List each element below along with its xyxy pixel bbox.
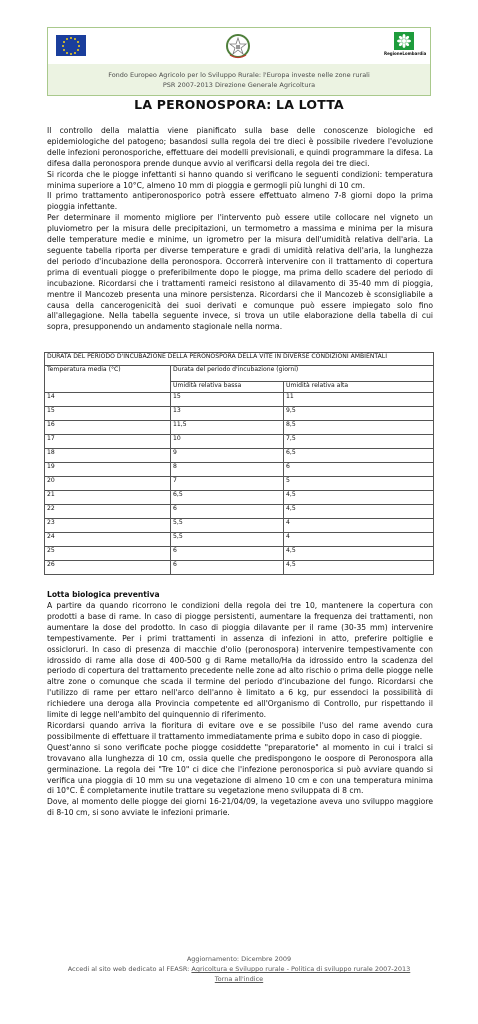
cell-high-humidity: 4 <box>284 519 434 533</box>
footer <box>0 954 478 984</box>
table-row <box>45 519 434 533</box>
table-body <box>45 393 434 575</box>
cell-high-humidity: 6 <box>284 463 434 477</box>
cell-low-humidity: 5,5 <box>171 519 284 533</box>
cell-high-humidity: 6,5 <box>284 449 434 463</box>
footer-access-prefix: Accedi al sito web dedicato al FEASR: <box>67 965 192 973</box>
table-row <box>45 463 434 477</box>
footer-update: Aggiornamento: Dicembre 2009 <box>186 955 292 963</box>
incubation-table <box>44 352 434 575</box>
cell-high-humidity: 11 <box>284 393 434 407</box>
cell-high-humidity: 4,5 <box>284 491 434 505</box>
section-paragraph: A partire da quando ricorrono le condizioni della regola dei tre 10, mantenere la copertura con prodotti a base di rame. In caso di piogge persistenti, aumentare la frequenza dei trattamenti, non aumentare la dose del prodotto. In caso di pioggia dilavante per il rame (30-35 mm) intervenire tempestivamente. Per i primi trattamenti in assenza di infezioni in atto, preferire poltiglie e ossicloruri. In caso di presenza di macchie d'olio (peronospora) intervenire tempestivamente con idrossido di rame alla dose di 400-500 g di Rame metallo/Ha da idrossido entro la scadenza del periodo di copertura del trattamento precedente nelle zone ad alto rischio o prima delle piogge nelle altre zone o comunque che scada il termine del periodo d'incubazione del fungo. Ricordarsi che l'utilizzo di rame per ettaro nell'arco dell'anno è limitato a 6 kg, pur essendoci la possibilità di richiedere una deroga alla Provincia competente ed all'Organismo di Controllo, pur rispettando il limite di legge nell'ambito del quinquennio di riferimento. <box>47 601 433 720</box>
italian-republic-emblem-icon <box>225 33 251 60</box>
cell-temperature: 19 <box>45 463 171 477</box>
table-row <box>45 477 434 491</box>
cell-temperature: 25 <box>45 547 171 561</box>
table-caption: DURATA DEL PERIODO D'INCUBAZIONE DELLA PERONOSPORA DELLA VITE IN DIVERSE CONDIZIONI AMBIENTALI <box>45 353 434 366</box>
region-logo-text: RegioneLombardia <box>384 51 427 56</box>
header-line-2: PSR 2007-2013 Direzione Generale Agricoltura <box>162 81 316 89</box>
cell-temperature: 17 <box>45 435 171 449</box>
back-to-index-link[interactable]: Torna all'indice <box>214 975 264 983</box>
cell-low-humidity: 15 <box>171 393 284 407</box>
cell-low-humidity: 6 <box>171 561 284 575</box>
header-line-1: Fondo Europeo Agricolo per lo Sviluppo Rurale: l'Europa investe nelle zone rurali <box>108 71 370 79</box>
incubation-table-container <box>44 352 434 575</box>
logo-band <box>48 28 430 65</box>
section-paragraph: Quest'anno si sono verificate poche piogge cosiddette "preparatorie" al momento in cui i tralci si trovavano alla lunghezza di 10 cm, ossia quelle che predispongono le oospore di Peronospora alla germinazione. La regola dei "Tre 10" ci dice che l'infezione peronosporica si può avviare quando si verifica una pioggia di 10 mm su una vegetazione di almeno 10 cm e con una temperatura minima di 10°C. È completamente inutile trattare su vegetazione meno sviluppata di 8 cm. <box>47 742 433 796</box>
table-row <box>45 449 434 463</box>
cell-high-humidity: 4,5 <box>284 561 434 575</box>
footer-access-line <box>0 964 478 974</box>
feasr-site-link[interactable]: Agricoltura e Sviluppo rurale - Politica di sviluppo rurale 2007-2013 <box>191 965 411 973</box>
intro-text <box>47 126 433 333</box>
cell-high-humidity: 4,5 <box>284 505 434 519</box>
cell-temperature: 16 <box>45 421 171 435</box>
header-duration: Durata del periodo d'incubazione (giorni) <box>171 366 434 382</box>
table-row <box>45 561 434 575</box>
section-title: Lotta biologica preventiva <box>47 590 160 599</box>
intro-paragraph: Il primo trattamento antiperonosporico potrà essere effettuato almeno 7-8 giorni dopo la prima pioggia infettante. <box>47 191 433 212</box>
intro-paragraph: Il controllo della malattia viene pianificato sulla base delle conoscenze biologiche ed epidemiologiche del patogeno; basandosi sulla regola dei tre dieci è possibile rivedere l'evoluzione delle infezioni peronosporiche, effettuare dei modelli previsionali, e quindi programmare la difesa. La difesa dalla peronospora prende dunque avvio al verificarsi della regola dei tre dieci. <box>47 126 433 168</box>
cell-high-humidity: 5 <box>284 477 434 491</box>
cell-low-humidity: 8 <box>171 463 284 477</box>
eu-flag-icon <box>56 35 86 56</box>
cell-low-humidity: 9 <box>171 449 284 463</box>
table-row <box>45 491 434 505</box>
header-banner <box>47 27 431 96</box>
table-row <box>45 421 434 435</box>
footer-back-line <box>0 974 478 984</box>
cell-low-humidity: 13 <box>171 407 284 421</box>
header-text <box>48 64 430 95</box>
regione-lombardia-logo <box>384 32 427 60</box>
table-caption-row <box>45 353 434 366</box>
intro-paragraph: Per determinare il momento migliore per l'intervento può essere utile collocare nel vigneto un pluviometro per la misura delle precipitazioni, un termometro a massima e minima per la misura delle temperature medie e minime, un igrometro per la misura dell'umidità relativa dell'aria. La seguente tabella riporta per diverse temperature e gradi di umidità relativa dell'aria, la lunghezza del periodo d'incubazione della peronospora. Occorrerà intervenire con il trattamento di copertura prima di eventuali piogge o preferibilmente dopo le piogge, ma prima dello scadere del periodo di incubazione. Ricordarsi che i trattamenti rameici resistono al dilavamento di 35-40 mm di pioggia, mentre il Mancozeb presenta una minore persistenza. Ricordarsi che il Mancozeb è sconsigliabile a causa della cancerogenicità dei suoi derivati e comunque può essere impiegato solo fino all'allegagione. Nella tabella seguente invece, si trova un utile elaborazione della tabella di cui sopra, presupponendo un andamento stagionale nella norma. <box>47 213 433 332</box>
table-row <box>45 533 434 547</box>
page-title: LA PERONOSPORA: LA LOTTA <box>134 97 344 112</box>
table-row <box>45 505 434 519</box>
header-high-humidity: Umidità relativa alta <box>284 382 434 393</box>
table-header-row <box>45 366 434 382</box>
cell-low-humidity: 5,5 <box>171 533 284 547</box>
cell-low-humidity: 11,5 <box>171 421 284 435</box>
cell-low-humidity: 6 <box>171 505 284 519</box>
cell-temperature: 18 <box>45 449 171 463</box>
cell-temperature: 21 <box>45 491 171 505</box>
cell-low-humidity: 7 <box>171 477 284 491</box>
cell-high-humidity: 8,5 <box>284 421 434 435</box>
table-row <box>45 393 434 407</box>
cell-temperature: 24 <box>45 533 171 547</box>
cell-low-humidity: 10 <box>171 435 284 449</box>
cell-high-humidity: 4,5 <box>284 547 434 561</box>
header-low-humidity: Umidità relativa bassa <box>171 382 284 393</box>
cell-temperature: 20 <box>45 477 171 491</box>
header-temperature: Temperatura media (°C) <box>45 366 171 393</box>
cell-low-humidity: 6,5 <box>171 491 284 505</box>
cell-temperature: 22 <box>45 505 171 519</box>
cell-low-humidity: 6 <box>171 547 284 561</box>
cell-temperature: 15 <box>45 407 171 421</box>
section-paragraph: Dove, al momento delle piogge dei giorni 16-21/04/09, la vegetazione aveva uno sviluppo maggiore di 8-10 cm, si sono avviate le infezioni primarie. <box>47 797 433 818</box>
cell-temperature: 23 <box>45 519 171 533</box>
section-paragraph: Ricordarsi quando arriva la fioritura di evitare ove e se possibile l'uso del rame avendo cura possibilmente di effettuare il trattamento immediatamente prima e subito dopo in caso di pioggie. <box>47 720 433 741</box>
section-text <box>47 601 433 819</box>
cell-high-humidity: 9,5 <box>284 407 434 421</box>
cell-high-humidity: 7,5 <box>284 435 434 449</box>
cell-high-humidity: 4 <box>284 533 434 547</box>
table-row <box>45 407 434 421</box>
table-row <box>45 435 434 449</box>
intro-paragraph: Si ricorda che le piogge infettanti si hanno quando si verificano le seguenti condizioni: temperatura minima superiore a 10°C, almeno 10 mm di pioggia e germogli più lunghi di 10 cm. <box>47 169 433 190</box>
table-row <box>45 547 434 561</box>
cell-temperature: 26 <box>45 561 171 575</box>
cell-temperature: 14 <box>45 393 171 407</box>
